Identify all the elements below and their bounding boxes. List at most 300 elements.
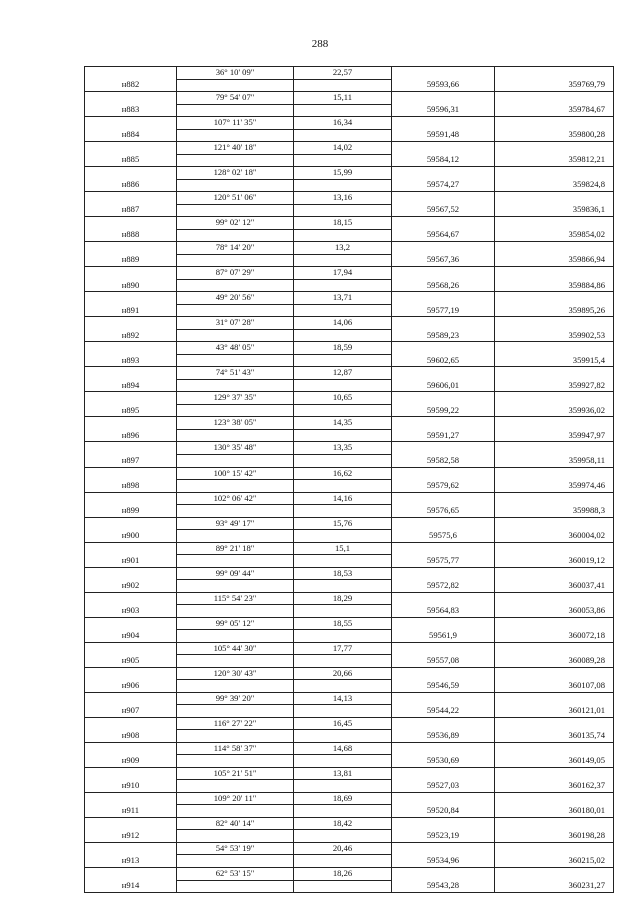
x-coordinate-cell: 59596,31 [392, 104, 495, 117]
y-coordinate-cell [495, 242, 614, 255]
distance-cell [294, 229, 392, 242]
point-row [85, 705, 614, 718]
distance-cell: 16,34 [294, 117, 392, 130]
point-name-cell: н901 [85, 555, 177, 568]
y-coordinate-cell: 359854,02 [495, 229, 614, 242]
distance-cell: 18,29 [294, 592, 392, 605]
direction-angle-cell [177, 605, 294, 618]
x-coordinate-cell [392, 742, 495, 755]
y-coordinate-cell: 360053,86 [495, 605, 614, 618]
y-coordinate-cell [495, 617, 614, 630]
point-name-cell: н886 [85, 179, 177, 192]
x-coordinate-cell: 59523,19 [392, 830, 495, 843]
distance-cell [294, 329, 392, 342]
distance-cell: 18,59 [294, 342, 392, 355]
y-coordinate-cell [495, 542, 614, 555]
direction-angle-cell: 99° 05' 12" [177, 617, 294, 630]
direction-angle-cell [177, 179, 294, 192]
y-coordinate-cell [495, 292, 614, 305]
y-coordinate-cell [495, 317, 614, 330]
x-coordinate-cell [392, 667, 495, 680]
segment-row [85, 767, 614, 780]
point-name-cell [85, 868, 177, 881]
direction-angle-cell [177, 304, 294, 317]
point-name-cell [85, 617, 177, 630]
point-name-cell: н897 [85, 454, 177, 467]
y-coordinate-cell: 359824,8 [495, 179, 614, 192]
x-coordinate-cell: 59520,84 [392, 805, 495, 818]
direction-angle-cell [177, 154, 294, 167]
distance-cell [294, 555, 392, 568]
y-coordinate-cell: 359866,94 [495, 254, 614, 267]
direction-angle-cell [177, 404, 294, 417]
y-coordinate-cell [495, 817, 614, 830]
direction-angle-cell [177, 480, 294, 493]
point-name-cell: н911 [85, 805, 177, 818]
point-name-cell [85, 342, 177, 355]
point-name-cell [85, 717, 177, 730]
point-name-cell [85, 217, 177, 230]
x-coordinate-cell [392, 517, 495, 530]
point-name-cell [85, 692, 177, 705]
distance-cell [294, 530, 392, 543]
direction-angle-cell [177, 555, 294, 568]
x-coordinate-cell: 59579,62 [392, 480, 495, 493]
point-name-cell: н884 [85, 129, 177, 142]
point-name-cell [85, 467, 177, 480]
y-coordinate-cell: 360072,18 [495, 630, 614, 643]
point-name-cell [85, 842, 177, 855]
direction-angle-cell [177, 680, 294, 693]
y-coordinate-cell: 359936,02 [495, 404, 614, 417]
segment-row [85, 842, 614, 855]
point-name-cell: н899 [85, 505, 177, 518]
distance-cell [294, 304, 392, 317]
segment-row [85, 492, 614, 505]
point-name-cell [85, 292, 177, 305]
page-number: 288 [311, 38, 329, 50]
x-coordinate-cell: 59543,28 [392, 880, 495, 893]
point-name-cell [85, 442, 177, 455]
point-name-cell: н882 [85, 79, 177, 92]
distance-cell [294, 104, 392, 117]
direction-angle-cell [177, 454, 294, 467]
direction-angle-cell [177, 379, 294, 392]
point-name-cell: н912 [85, 830, 177, 843]
point-name-cell: н914 [85, 880, 177, 893]
segment-row [85, 117, 614, 130]
point-name-cell [85, 542, 177, 555]
x-coordinate-cell: 59564,67 [392, 229, 495, 242]
point-name-cell: н902 [85, 580, 177, 593]
segment-row [85, 242, 614, 255]
direction-angle-cell: 109° 20' 11" [177, 792, 294, 805]
x-coordinate-cell [392, 267, 495, 280]
x-coordinate-cell: 59557,08 [392, 655, 495, 668]
distance-cell: 18,69 [294, 792, 392, 805]
point-row [85, 830, 614, 843]
direction-angle-cell [177, 104, 294, 117]
x-coordinate-cell [392, 592, 495, 605]
point-row [85, 179, 614, 192]
distance-cell: 13,35 [294, 442, 392, 455]
distance-cell [294, 830, 392, 843]
y-coordinate-cell [495, 667, 614, 680]
segment-row [85, 642, 614, 655]
point-name-cell [85, 767, 177, 780]
y-coordinate-cell: 359895,26 [495, 304, 614, 317]
segment-row [85, 567, 614, 580]
direction-angle-cell [177, 354, 294, 367]
distance-cell: 15,76 [294, 517, 392, 530]
y-coordinate-cell: 359800,28 [495, 129, 614, 142]
direction-angle-cell [177, 429, 294, 442]
direction-angle-cell: 130° 35' 48" [177, 442, 294, 455]
point-name-cell: н904 [85, 630, 177, 643]
x-coordinate-cell: 59567,52 [392, 204, 495, 217]
distance-cell [294, 354, 392, 367]
point-name-cell [85, 392, 177, 405]
segment-row [85, 868, 614, 881]
distance-cell: 14,16 [294, 492, 392, 505]
y-coordinate-cell [495, 217, 614, 230]
distance-cell [294, 154, 392, 167]
point-name-cell: н896 [85, 429, 177, 442]
point-row [85, 680, 614, 693]
y-coordinate-cell [495, 417, 614, 430]
distance-cell: 12,87 [294, 367, 392, 380]
direction-angle-cell [177, 505, 294, 518]
x-coordinate-cell: 59567,36 [392, 254, 495, 267]
direction-angle-cell: 129° 37' 35" [177, 392, 294, 405]
point-row [85, 855, 614, 868]
segment-row [85, 142, 614, 155]
point-name-cell [85, 517, 177, 530]
segment-row [85, 342, 614, 355]
x-coordinate-cell: 59602,65 [392, 354, 495, 367]
point-row [85, 279, 614, 292]
point-row [85, 630, 614, 643]
x-coordinate-cell: 59606,01 [392, 379, 495, 392]
direction-angle-cell: 31° 07' 28" [177, 317, 294, 330]
direction-angle-cell [177, 880, 294, 893]
y-coordinate-cell [495, 267, 614, 280]
x-coordinate-cell [392, 542, 495, 555]
direction-angle-cell [177, 805, 294, 818]
distance-cell [294, 404, 392, 417]
point-row [85, 379, 614, 392]
x-coordinate-cell [392, 242, 495, 255]
distance-cell: 22,57 [294, 67, 392, 80]
y-coordinate-cell: 359988,3 [495, 505, 614, 518]
distance-cell [294, 655, 392, 668]
x-coordinate-cell [392, 467, 495, 480]
y-coordinate-cell: 359974,46 [495, 480, 614, 493]
y-coordinate-cell: 359902,53 [495, 329, 614, 342]
direction-angle-cell: 115° 54' 23" [177, 592, 294, 605]
x-coordinate-cell [392, 417, 495, 430]
direction-angle-cell: 116° 27' 22" [177, 717, 294, 730]
point-row [85, 530, 614, 543]
segment-row [85, 267, 614, 280]
direction-angle-cell: 43° 48' 05" [177, 342, 294, 355]
y-coordinate-cell [495, 717, 614, 730]
point-row [85, 154, 614, 167]
point-name-cell [85, 117, 177, 130]
y-coordinate-cell [495, 117, 614, 130]
segment-row [85, 67, 614, 80]
y-coordinate-cell [495, 67, 614, 80]
y-coordinate-cell: 360004,02 [495, 530, 614, 543]
y-coordinate-cell [495, 192, 614, 205]
point-name-cell: н887 [85, 204, 177, 217]
y-coordinate-cell [495, 692, 614, 705]
x-coordinate-cell [392, 567, 495, 580]
direction-angle-cell: 79° 54' 07" [177, 92, 294, 105]
segment-row [85, 817, 614, 830]
point-row [85, 730, 614, 743]
segment-row [85, 392, 614, 405]
x-coordinate-cell: 59544,22 [392, 705, 495, 718]
distance-cell [294, 755, 392, 768]
y-coordinate-cell: 360180,01 [495, 805, 614, 818]
distance-cell [294, 630, 392, 643]
direction-angle-cell: 123° 38' 05" [177, 417, 294, 430]
y-coordinate-cell: 359784,67 [495, 104, 614, 117]
x-coordinate-cell: 59572,82 [392, 580, 495, 593]
distance-cell [294, 179, 392, 192]
point-name-cell [85, 242, 177, 255]
y-coordinate-cell: 359947,97 [495, 429, 614, 442]
distance-cell [294, 480, 392, 493]
x-coordinate-cell: 59564,83 [392, 605, 495, 618]
x-coordinate-cell [392, 642, 495, 655]
distance-cell: 14,35 [294, 417, 392, 430]
point-name-cell: н893 [85, 354, 177, 367]
segment-row [85, 717, 614, 730]
x-coordinate-cell [392, 792, 495, 805]
point-name-cell [85, 817, 177, 830]
x-coordinate-cell [392, 617, 495, 630]
x-coordinate-cell: 59576,65 [392, 505, 495, 518]
y-coordinate-cell [495, 367, 614, 380]
distance-cell [294, 379, 392, 392]
point-row [85, 780, 614, 793]
distance-cell: 13,81 [294, 767, 392, 780]
distance-cell: 16,62 [294, 467, 392, 480]
segment-row [85, 367, 614, 380]
direction-angle-cell: 100° 15' 42" [177, 467, 294, 480]
x-coordinate-cell [392, 117, 495, 130]
point-row [85, 304, 614, 317]
segment-row [85, 667, 614, 680]
point-name-cell: н906 [85, 680, 177, 693]
point-row [85, 605, 614, 618]
point-name-cell: н909 [85, 755, 177, 768]
y-coordinate-cell: 359884,86 [495, 279, 614, 292]
direction-angle-cell [177, 780, 294, 793]
direction-angle-cell: 105° 44' 30" [177, 642, 294, 655]
point-name-cell [85, 67, 177, 80]
y-coordinate-cell: 360162,37 [495, 780, 614, 793]
x-coordinate-cell [392, 92, 495, 105]
distance-cell [294, 279, 392, 292]
direction-angle-cell [177, 329, 294, 342]
point-name-cell [85, 642, 177, 655]
direction-angle-cell: 87° 07' 29" [177, 267, 294, 280]
x-coordinate-cell [392, 842, 495, 855]
y-coordinate-cell [495, 767, 614, 780]
distance-cell [294, 880, 392, 893]
y-coordinate-cell [495, 492, 614, 505]
distance-cell [294, 705, 392, 718]
x-coordinate-cell: 59599,22 [392, 404, 495, 417]
y-coordinate-cell [495, 567, 614, 580]
distance-cell: 15,1 [294, 542, 392, 555]
point-row [85, 254, 614, 267]
point-row [85, 454, 614, 467]
direction-angle-cell: 36° 10' 09" [177, 67, 294, 80]
point-name-cell [85, 492, 177, 505]
x-coordinate-cell [392, 142, 495, 155]
direction-angle-cell: 114° 58' 37" [177, 742, 294, 755]
x-coordinate-cell: 59575,6 [392, 530, 495, 543]
direction-angle-cell [177, 755, 294, 768]
distance-cell: 14,68 [294, 742, 392, 755]
distance-cell: 20,46 [294, 842, 392, 855]
point-name-cell: н883 [85, 104, 177, 117]
point-row [85, 655, 614, 668]
point-row [85, 404, 614, 417]
distance-cell: 15,99 [294, 167, 392, 180]
y-coordinate-cell [495, 142, 614, 155]
point-row [85, 329, 614, 342]
direction-angle-cell: 120° 30' 43" [177, 667, 294, 680]
x-coordinate-cell: 59591,27 [392, 429, 495, 442]
point-name-cell [85, 417, 177, 430]
segment-row [85, 617, 614, 630]
point-row [85, 204, 614, 217]
y-coordinate-cell: 360089,28 [495, 655, 614, 668]
distance-cell [294, 254, 392, 267]
y-coordinate-cell [495, 592, 614, 605]
point-row [85, 880, 614, 893]
x-coordinate-cell: 59561,9 [392, 630, 495, 643]
y-coordinate-cell [495, 167, 614, 180]
y-coordinate-cell: 359958,11 [495, 454, 614, 467]
point-row [85, 354, 614, 367]
x-coordinate-cell: 59568,26 [392, 279, 495, 292]
direction-angle-cell: 54° 53' 19" [177, 842, 294, 855]
x-coordinate-cell: 59577,19 [392, 304, 495, 317]
point-name-cell: н900 [85, 530, 177, 543]
x-coordinate-cell [392, 442, 495, 455]
point-name-cell [85, 167, 177, 180]
distance-cell: 14,13 [294, 692, 392, 705]
x-coordinate-cell: 59546,59 [392, 680, 495, 693]
point-row [85, 755, 614, 768]
segment-row [85, 192, 614, 205]
distance-cell [294, 429, 392, 442]
direction-angle-cell: 99° 02' 12" [177, 217, 294, 230]
x-coordinate-cell: 59530,69 [392, 755, 495, 768]
x-coordinate-cell [392, 767, 495, 780]
y-coordinate-cell: 360215,02 [495, 855, 614, 868]
direction-angle-cell [177, 204, 294, 217]
direction-angle-cell: 49° 20' 56" [177, 292, 294, 305]
distance-cell [294, 79, 392, 92]
point-row [85, 580, 614, 593]
x-coordinate-cell [392, 692, 495, 705]
distance-cell [294, 204, 392, 217]
point-name-cell: н890 [85, 279, 177, 292]
segment-row [85, 317, 614, 330]
direction-angle-cell [177, 129, 294, 142]
point-name-cell: н895 [85, 404, 177, 417]
distance-cell [294, 805, 392, 818]
x-coordinate-cell [392, 492, 495, 505]
x-coordinate-cell [392, 67, 495, 80]
x-coordinate-cell: 59536,89 [392, 730, 495, 743]
distance-cell [294, 580, 392, 593]
x-coordinate-cell: 59527,03 [392, 780, 495, 793]
distance-cell [294, 855, 392, 868]
point-name-cell: н905 [85, 655, 177, 668]
direction-angle-cell: 82° 40' 14" [177, 817, 294, 830]
distance-cell: 18,53 [294, 567, 392, 580]
segment-row [85, 792, 614, 805]
distance-cell [294, 680, 392, 693]
direction-angle-cell: 128° 02' 18" [177, 167, 294, 180]
direction-angle-cell [177, 630, 294, 643]
x-coordinate-cell [392, 167, 495, 180]
direction-angle-cell [177, 254, 294, 267]
point-name-cell: н888 [85, 229, 177, 242]
y-coordinate-cell: 360121,01 [495, 705, 614, 718]
y-coordinate-cell: 360107,08 [495, 680, 614, 693]
distance-cell [294, 129, 392, 142]
segment-row [85, 742, 614, 755]
distance-cell: 17,77 [294, 642, 392, 655]
y-coordinate-cell [495, 92, 614, 105]
y-coordinate-cell [495, 792, 614, 805]
x-coordinate-cell [392, 192, 495, 205]
y-coordinate-cell [495, 517, 614, 530]
direction-angle-cell [177, 79, 294, 92]
y-coordinate-cell: 359769,79 [495, 79, 614, 92]
distance-cell [294, 454, 392, 467]
point-name-cell [85, 192, 177, 205]
point-name-cell: н885 [85, 154, 177, 167]
direction-angle-cell [177, 530, 294, 543]
y-coordinate-cell: 359915,4 [495, 354, 614, 367]
point-row [85, 129, 614, 142]
direction-angle-cell: 99° 39' 20" [177, 692, 294, 705]
point-name-cell: н913 [85, 855, 177, 868]
y-coordinate-cell [495, 842, 614, 855]
distance-cell: 18,26 [294, 868, 392, 881]
x-coordinate-cell: 59591,48 [392, 129, 495, 142]
x-coordinate-cell: 59582,58 [392, 454, 495, 467]
segment-row [85, 167, 614, 180]
distance-cell [294, 505, 392, 518]
x-coordinate-cell: 59589,23 [392, 329, 495, 342]
direction-angle-cell: 93° 49' 17" [177, 517, 294, 530]
point-name-cell [85, 367, 177, 380]
y-coordinate-cell [495, 442, 614, 455]
direction-angle-cell [177, 229, 294, 242]
point-name-cell: н891 [85, 304, 177, 317]
